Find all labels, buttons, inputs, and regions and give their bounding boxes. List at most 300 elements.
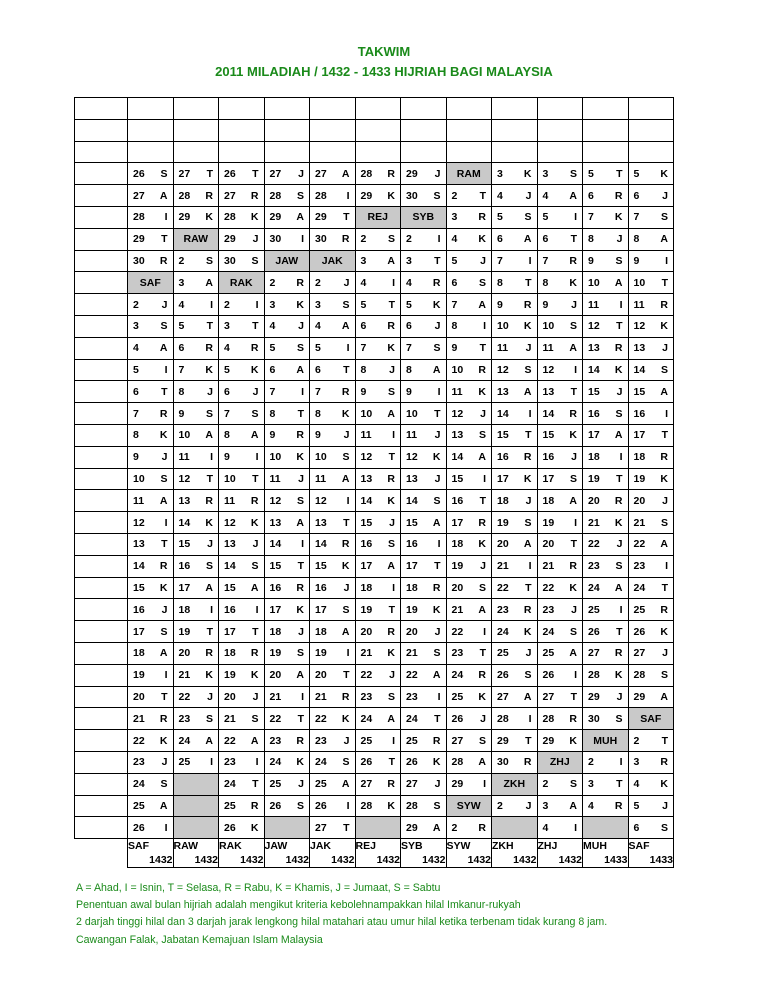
weekday-letter: S [615,254,623,267]
hijri-date-cell [401,294,447,316]
footer-month-label: MUH [583,840,607,853]
day-number [75,272,128,294]
hijri-date: 16 [178,560,191,573]
hijri-date-cell [173,664,219,686]
hijri-date-cell [628,751,674,773]
weekday-letter: T [252,167,259,180]
weekday-letter: T [343,363,350,376]
weekday-letter: A [296,669,304,682]
weekday-letter: S [160,472,168,485]
hijri-month-start: RAK [219,272,265,294]
hijri-date-cell [219,337,265,359]
hijri-date: 26 [451,712,464,725]
hijri-date-cell [128,512,174,534]
weekday-letter: R [614,189,623,202]
hijri-date-cell [310,664,356,686]
hijri-date-cell [537,403,583,425]
hijri-month-name [628,119,674,141]
hijri-date: 8 [633,233,640,246]
hijri-date-cell [128,795,174,817]
hijri-date: 12 [633,320,646,333]
hijri-date: 26 [269,799,282,812]
hijri-date: 4 [315,320,321,333]
hijri-date: 22 [224,734,236,747]
hijri-date-cell [401,490,447,512]
hijri-date-cell [492,163,538,185]
hijri-date-cell [537,468,583,490]
hijri-date-cell [264,773,310,795]
hijri-date-cell [537,163,583,185]
hijri-date: 12 [588,320,600,333]
hijri-date-cell [446,555,492,577]
hijri-date-cell [219,533,265,555]
day-number [75,817,128,839]
hijri-date: 29 [497,734,509,747]
hijri-date-cell [401,163,447,185]
weekday-letter: T [161,690,168,703]
hijri-date: 22 [542,581,555,594]
hijri-date: 13 [406,472,418,485]
hijri-date: 6 [178,342,185,355]
day-row [75,686,674,708]
weekday-letter: I [164,211,168,224]
hijri-date: 24 [542,625,555,638]
hijri-date: 27 [451,734,464,747]
hijri-date: 19 [542,516,555,529]
weekday-letter: R [478,211,486,224]
hijri-date: 15 [315,560,327,573]
weekday-letter: J [480,254,486,267]
hijri-date: 21 [133,712,145,725]
weekday-letter: R [250,799,259,812]
day-number [75,751,128,773]
weekday-letter: K [569,581,577,594]
weekday-letter: K [432,451,441,464]
hijri-date: 5 [315,342,321,355]
weekday-letter: T [434,407,441,420]
weekday-letter: T [252,625,259,638]
weekday-letter: I [301,538,304,551]
hijri-date: 25 [588,603,600,616]
weekday-letter: S [524,516,532,529]
hijri-date-cell [492,555,538,577]
hijri-date: 3 [588,778,594,791]
footer-month-label: SAF [628,840,650,853]
hijri-date: 7 [406,342,412,355]
hijri-date-cell [401,773,447,795]
hijri-date-cell [446,185,492,207]
hijri-date-cell [583,250,629,272]
weekday-letter: K [205,211,213,224]
hijri-date: 4 [133,342,139,355]
weekday-letter: K [660,320,668,333]
hijri-date: 30 [269,233,282,246]
weekday-letter: R [387,167,395,180]
hijri-date: 22 [360,669,373,682]
footer-month-year: 1432 [513,854,537,867]
day-number [75,599,128,621]
hijri-date-cell [537,424,583,446]
hijri-date: 20 [497,538,509,551]
footer-month-label: ZHJ [537,840,558,853]
weekday-letter: T [525,734,532,747]
weekday-letter: S [660,821,668,834]
hijri-date: 27 [588,647,600,660]
weekday-letter: R [432,734,441,747]
hijri-date-cell [173,577,219,599]
empty-cell [264,817,310,839]
weekday-letter: J [161,603,168,616]
hijri-date: 28 [588,669,600,682]
weekday-letter: J [480,712,486,725]
hijri-date-cell [128,533,174,555]
hijri-date: 3 [360,254,367,267]
footer-month-label: SAF [128,840,149,853]
hijri-date: 10 [360,407,373,420]
weekday-letter: T [570,385,577,398]
weekday-letter: A [569,342,577,355]
hijri-date-cell [492,381,538,403]
month-name [310,98,356,120]
hijri-date: 10 [542,320,555,333]
hijri-date: 29 [224,233,236,246]
hijri-date-cell [355,708,401,730]
hijri-date: 27 [497,690,509,703]
weekday-letter: A [159,342,168,355]
hijri-date: 16 [406,538,418,551]
hijri-date-cell [628,817,674,839]
weekday-letter: A [523,538,532,551]
hijri-date: 14 [269,538,282,551]
hijri-date-cell [537,490,583,512]
weekday-letter: I [574,363,577,376]
hijri-date: 6 [269,363,276,376]
hijri-date-cell [401,621,447,643]
hijri-date-cell [583,686,629,708]
hijri-date: 8 [360,363,367,376]
day-row [75,490,674,512]
hijri-date-cell [219,468,265,490]
weekday-letter: A [341,167,350,180]
weekday-letter: A [341,625,350,638]
hijri-date-cell [173,730,219,752]
hijri-date: 25 [178,756,191,769]
hijri-date-cell [355,424,401,446]
weekday-letter: T [616,625,623,638]
hijri-date: 16 [360,538,373,551]
weekday-letter: J [252,538,259,551]
month-name [446,98,492,120]
hijri-year [310,141,356,163]
hijri-date-cell [173,751,219,773]
hijri-date-cell [219,730,265,752]
hijri-date: 2 [133,298,139,311]
hijri-date: 21 [542,560,555,573]
hijri-date-cell [128,642,174,664]
hijri-date: 7 [633,211,640,224]
hijri-date: 27 [133,189,145,202]
hijri-date-cell [355,664,401,686]
weekday-letter: I [483,472,486,485]
hijri-date-cell [355,490,401,512]
weekday-letter: K [614,363,623,376]
hijri-date-cell [355,359,401,381]
hijri-date: 5 [178,320,185,333]
hijri-date-cell [128,250,174,272]
hijri-date: 22 [133,734,145,747]
hijri-date: 6 [224,385,230,398]
month-name [173,98,219,120]
hijri-date-cell [128,381,174,403]
hijri-date-cell [446,642,492,664]
weekday-letter: T [161,233,168,246]
hijri-date: 25 [451,690,464,703]
hijri-date-cell [583,642,629,664]
hijri-date-cell [446,381,492,403]
hijri-date-cell [173,533,219,555]
hijri-date-cell [173,490,219,512]
hijri-date-cell [355,773,401,795]
weekday-letter: R [614,342,623,355]
weekday-letter: S [524,669,532,682]
weekday-letter: S [296,189,304,202]
day-row [75,773,674,795]
weekday-letter: K [432,603,441,616]
weekday-letter: J [161,298,168,311]
weekday-letter: A [341,320,350,333]
hijri-date-cell [355,533,401,555]
hijri-date: 17 [360,560,373,573]
hijri-date-cell [219,163,265,185]
hijri-date: 7 [133,407,139,420]
hijri-date-cell [537,512,583,534]
weekday-letter: R [569,712,577,725]
hijri-date-cell [128,446,174,468]
hijri-date: 23 [406,690,418,703]
hijri-date-cell [310,730,356,752]
hijri-date-cell [492,206,538,228]
weekday-letter: K [660,167,668,180]
day-row [75,621,674,643]
weekday-letter: R [250,342,259,355]
hijri-date: 20 [451,581,464,594]
weekday-letter: S [296,494,304,507]
weekday-letter: S [387,233,395,246]
hijri-date-cell [173,621,219,643]
day-row [75,250,674,272]
hijri-date-cell [492,533,538,555]
hijri-date: 19 [588,472,600,485]
weekday-letter: T [343,516,350,529]
weekday-letter: I [346,647,350,660]
hijri-date: 27 [542,690,555,703]
hijri-date: 30 [133,254,145,267]
hijri-date-cell [628,403,674,425]
footer-month-year: 1432 [331,854,355,867]
weekday-letter: R [296,429,304,442]
hijri-date-cell [492,795,538,817]
hijri-date: 11 [633,298,645,311]
day-number [75,359,128,381]
weekday-letter: A [478,756,486,769]
weekday-letter: I [210,451,213,464]
weekday-letter: S [524,211,532,224]
weekday-letter: I [392,581,395,594]
weekday-letter: I [346,799,350,812]
hijri-date: 18 [315,625,327,638]
hijri-date-cell [492,577,538,599]
day-number [75,730,128,752]
weekday-letter: T [206,320,213,333]
hijri-date: 19 [360,603,373,616]
hijri-date: 4 [588,799,594,812]
weekday-letter: J [298,472,304,485]
hijri-date-cell [401,817,447,839]
weekday-letter: S [433,342,441,355]
weekday-letter: T [343,821,350,834]
hijri-date: 10 [451,363,464,376]
hijri-date: 2 [178,254,185,267]
hijri-date: 19 [269,647,282,660]
weekday-letter: T [388,451,395,464]
hijri-date: 4 [406,276,412,289]
weekday-letter: A [205,276,213,289]
day-row [75,795,674,817]
hijri-date-cell [128,315,174,337]
hijri-date-cell [264,751,310,773]
day-row [75,730,674,752]
hijri-date: 9 [133,451,139,464]
weekday-letter: I [164,516,168,529]
hijri-date: 2 [406,233,412,246]
hijri-month-start: ZKH [492,773,538,795]
hijri-date-cell [219,403,265,425]
hijri-date: 11 [542,342,554,355]
weekday-letter: R [159,712,168,725]
day-row [75,206,674,228]
weekday-letter: A [614,429,623,442]
weekday-letter: J [434,472,441,485]
hijri-date-cell [628,337,674,359]
hijri-date-cell [492,359,538,381]
hijri-date: 28 [360,167,373,180]
weekday-letter: R [205,342,213,355]
hijri-date: 12 [406,451,418,464]
hijri-date-cell [128,621,174,643]
hijri-month-name [401,119,447,141]
hijri-date: 29 [542,734,555,747]
hijri-date-cell [446,337,492,359]
hijri-date: 14 [315,538,327,551]
hijri-date-cell [173,250,219,272]
weekday-letter: I [528,254,532,267]
hijri-date: 9 [497,298,503,311]
weekday-letter: A [569,189,577,202]
day-number [75,446,128,468]
weekday-letter: S [433,494,441,507]
hijri-date-cell [628,446,674,468]
day-number [75,555,128,577]
hijri-date-cell [173,403,219,425]
hijri-date-cell [355,795,401,817]
weekday-letter: I [437,538,441,551]
hijri-date-cell [264,337,310,359]
hijri-date-cell [537,599,583,621]
hijri-date: 22 [497,581,509,594]
weekday-letter: S [660,363,668,376]
weekday-letter: R [296,276,304,289]
hijri-date-cell [492,315,538,337]
weekday-letter: A [569,494,577,507]
hijri-month-start: MUH [583,730,629,752]
hijri-date: 9 [178,407,185,420]
footer-month-label: JAK [310,840,332,853]
hijri-date-cell [628,206,674,228]
hijri-date-cell [446,272,492,294]
hijri-date: 19 [633,472,646,485]
hijri-date-cell [492,599,538,621]
empty-cell [173,795,219,817]
hijri-date-cell [628,686,674,708]
day-number [75,533,128,555]
document-title: TAKWIM [357,44,411,59]
weekday-letter: T [434,560,441,573]
hijri-date: 16 [224,603,236,616]
hijri-date-cell [219,577,265,599]
hijri-date-cell [628,359,674,381]
hijri-date: 19 [451,560,464,573]
hijri-date: 25 [269,778,282,791]
hijri-date-cell [583,621,629,643]
hijri-date-cell [264,555,310,577]
hijri-date: 19 [178,625,191,638]
weekday-letter: A [569,647,577,660]
hijri-date: 23 [633,560,646,573]
weekday-letter: K [569,276,577,289]
weekday-letter: R [614,494,623,507]
hijri-date-cell [583,403,629,425]
hijri-date: 20 [406,625,418,638]
hijri-date-cell [537,555,583,577]
weekday-letter: A [432,821,441,834]
hijri-month-start: SYB [401,206,447,228]
hijri-date: 13 [588,342,600,355]
weekday-letter: K [387,342,395,355]
hijri-date-cell [219,185,265,207]
hijri-date: 18 [542,494,555,507]
hijri-date-cell [446,250,492,272]
hijri-date: 13 [224,538,236,551]
weekday-letter: R [296,734,304,747]
hijri-date-cell [492,490,538,512]
hijri-date: 6 [406,320,412,333]
hijri-date: 12 [133,516,145,529]
hijri-date: 25 [360,734,373,747]
hijri-date-cell [401,250,447,272]
month-name [583,98,629,120]
hijri-date-cell [128,185,174,207]
hijri-date: 26 [133,167,145,180]
hijri-date-cell [128,359,174,381]
day-row [75,403,674,425]
hijri-date: 28 [178,189,191,202]
hijri-month-start: RAW [173,228,219,250]
hijri-year [583,141,629,163]
hijri-date: 27 [633,647,646,660]
hijri-date: 26 [542,669,555,682]
hijri-date-cell [219,206,265,228]
hijri-date: 8 [588,233,594,246]
